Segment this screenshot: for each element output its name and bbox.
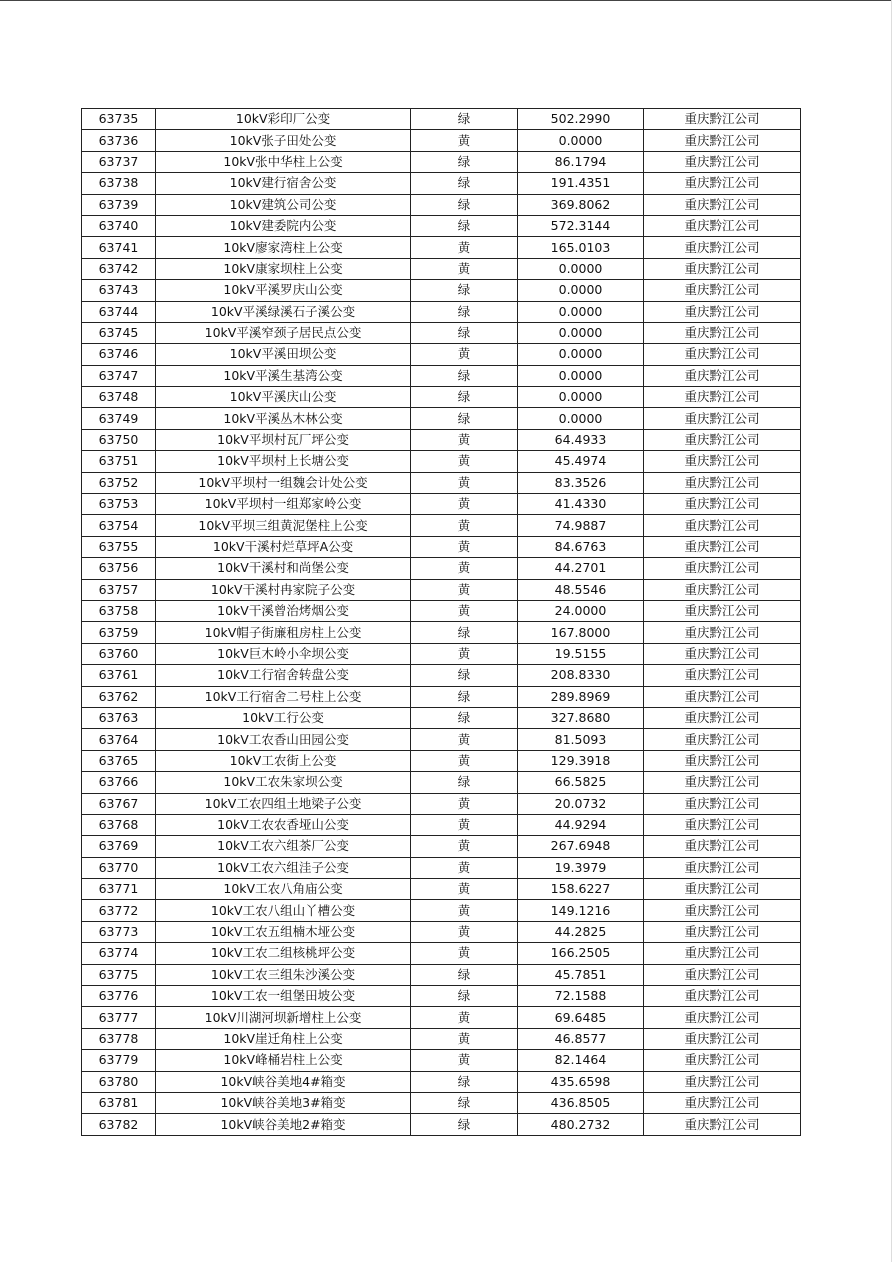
- row-id-cell: 63735: [82, 109, 156, 130]
- transformer-name-cell: 10kV工农朱家坝公变: [156, 772, 411, 793]
- table-row: [82, 900, 801, 921]
- company-cell: 重庆黔江公司: [644, 151, 801, 172]
- value-cell: 149.1216: [518, 900, 644, 921]
- row-id-cell: 63751: [82, 451, 156, 472]
- row-id-cell: 63747: [82, 365, 156, 386]
- transformer-name-cell: 10kV平坝村一组郑家岭公变: [156, 494, 411, 515]
- value-cell: 44.2825: [518, 921, 644, 942]
- status-color-cell: 绿: [411, 772, 518, 793]
- table-row: [82, 237, 801, 258]
- row-id-cell: 63768: [82, 814, 156, 835]
- status-color-cell: 黄: [411, 857, 518, 878]
- company-cell: 重庆黔江公司: [644, 215, 801, 236]
- transformer-name-cell: 10kV工行宿舍二号柱上公变: [156, 686, 411, 707]
- row-id-cell: 63781: [82, 1092, 156, 1113]
- value-cell: 84.6763: [518, 536, 644, 557]
- value-cell: 0.0000: [518, 408, 644, 429]
- transformer-name-cell: 10kV工农五组楠木垭公变: [156, 921, 411, 942]
- table-row: [82, 515, 801, 536]
- status-color-cell: 黄: [411, 429, 518, 450]
- company-cell: 重庆黔江公司: [644, 280, 801, 301]
- status-color-cell: 黄: [411, 258, 518, 279]
- table-row: [82, 451, 801, 472]
- transformer-name-cell: 10kV川湖河坝新增柱上公变: [156, 1007, 411, 1028]
- row-id-cell: 63780: [82, 1071, 156, 1092]
- row-id-cell: 63764: [82, 729, 156, 750]
- value-cell: 64.4933: [518, 429, 644, 450]
- company-cell: 重庆黔江公司: [644, 686, 801, 707]
- row-id-cell: 63775: [82, 964, 156, 985]
- company-cell: 重庆黔江公司: [644, 494, 801, 515]
- status-color-cell: 绿: [411, 986, 518, 1007]
- transformer-name-cell: 10kV巨木岭小伞坝公变: [156, 643, 411, 664]
- value-cell: 69.6485: [518, 1007, 644, 1028]
- company-cell: 重庆黔江公司: [644, 258, 801, 279]
- company-cell: 重庆黔江公司: [644, 707, 801, 728]
- company-cell: 重庆黔江公司: [644, 1050, 801, 1071]
- status-color-cell: 绿: [411, 109, 518, 130]
- company-cell: 重庆黔江公司: [644, 322, 801, 343]
- row-id-cell: 63774: [82, 943, 156, 964]
- company-cell: 重庆黔江公司: [644, 558, 801, 579]
- value-cell: 86.1794: [518, 151, 644, 172]
- transformer-name-cell: 10kV工农四组土地梁子公变: [156, 793, 411, 814]
- table-row: [82, 1007, 801, 1028]
- value-cell: 480.2732: [518, 1114, 644, 1135]
- transformer-name-cell: 10kV峡谷美地3#箱变: [156, 1092, 411, 1113]
- transformer-name-cell: 10kV工农香山田园公变: [156, 729, 411, 750]
- transformer-name-cell: 10kV干溪村和尚堡公变: [156, 558, 411, 579]
- row-id-cell: 63753: [82, 494, 156, 515]
- company-cell: 重庆黔江公司: [644, 921, 801, 942]
- company-cell: 重庆黔江公司: [644, 1114, 801, 1135]
- status-color-cell: 黄: [411, 515, 518, 536]
- transformer-name-cell: 10kV工行宿舍转盘公变: [156, 665, 411, 686]
- transformer-table: [81, 108, 801, 1136]
- status-color-cell: 绿: [411, 365, 518, 386]
- status-color-cell: 黄: [411, 729, 518, 750]
- table-row: [82, 280, 801, 301]
- table-row: [82, 857, 801, 878]
- transformer-name-cell: 10kV建筑公司公变: [156, 194, 411, 215]
- status-color-cell: 黄: [411, 750, 518, 771]
- row-id-cell: 63779: [82, 1050, 156, 1071]
- transformer-name-cell: 10kV平溪罗庆山公变: [156, 280, 411, 301]
- status-color-cell: 绿: [411, 280, 518, 301]
- transformer-name-cell: 10kV工农二组核桃坪公变: [156, 943, 411, 964]
- table-row: [82, 258, 801, 279]
- status-color-cell: 绿: [411, 622, 518, 643]
- transformer-name-cell: 10kV峡谷美地2#箱变: [156, 1114, 411, 1135]
- status-color-cell: 黄: [411, 643, 518, 664]
- value-cell: 83.3526: [518, 472, 644, 493]
- company-cell: 重庆黔江公司: [644, 344, 801, 365]
- transformer-name-cell: 10kV平溪丛木林公变: [156, 408, 411, 429]
- table-row: [82, 130, 801, 151]
- value-cell: 167.8000: [518, 622, 644, 643]
- transformer-name-cell: 10kV平坝村瓦厂坪公变: [156, 429, 411, 450]
- company-cell: 重庆黔江公司: [644, 772, 801, 793]
- status-color-cell: 黄: [411, 921, 518, 942]
- value-cell: 0.0000: [518, 322, 644, 343]
- row-id-cell: 63743: [82, 280, 156, 301]
- status-color-cell: 绿: [411, 1092, 518, 1113]
- table-row: [82, 365, 801, 386]
- company-cell: 重庆黔江公司: [644, 964, 801, 985]
- value-cell: 74.9887: [518, 515, 644, 536]
- status-color-cell: 绿: [411, 151, 518, 172]
- transformer-name-cell: 10kV干溪村冉家院子公变: [156, 579, 411, 600]
- status-color-cell: 黄: [411, 1050, 518, 1071]
- value-cell: 48.5546: [518, 579, 644, 600]
- company-cell: 重庆黔江公司: [644, 301, 801, 322]
- company-cell: 重庆黔江公司: [644, 1092, 801, 1113]
- table-row: [82, 322, 801, 343]
- table-row: [82, 921, 801, 942]
- status-color-cell: 黄: [411, 943, 518, 964]
- transformer-name-cell: 10kV建行宿舍公变: [156, 173, 411, 194]
- company-cell: 重庆黔江公司: [644, 429, 801, 450]
- value-cell: 44.2701: [518, 558, 644, 579]
- row-id-cell: 63771: [82, 879, 156, 900]
- row-id-cell: 63776: [82, 986, 156, 1007]
- company-cell: 重庆黔江公司: [644, 579, 801, 600]
- row-id-cell: 63767: [82, 793, 156, 814]
- company-cell: 重庆黔江公司: [644, 879, 801, 900]
- row-id-cell: 63740: [82, 215, 156, 236]
- table-row: [82, 772, 801, 793]
- transformer-name-cell: 10kV工农八组山丫槽公变: [156, 900, 411, 921]
- row-id-cell: 63762: [82, 686, 156, 707]
- status-color-cell: 黄: [411, 451, 518, 472]
- company-cell: 重庆黔江公司: [644, 750, 801, 771]
- transformer-name-cell: 10kV平溪庆山公变: [156, 387, 411, 408]
- value-cell: 327.8680: [518, 707, 644, 728]
- row-id-cell: 63765: [82, 750, 156, 771]
- status-color-cell: 绿: [411, 964, 518, 985]
- transformer-name-cell: 10kV平溪绿溪石子溪公变: [156, 301, 411, 322]
- transformer-name-cell: 10kV张中华柱上公变: [156, 151, 411, 172]
- company-cell: 重庆黔江公司: [644, 365, 801, 386]
- value-cell: 72.1588: [518, 986, 644, 1007]
- value-cell: 0.0000: [518, 365, 644, 386]
- transformer-name-cell: 10kV崖迁角柱上公变: [156, 1028, 411, 1049]
- row-id-cell: 63742: [82, 258, 156, 279]
- value-cell: 24.0000: [518, 600, 644, 621]
- value-cell: 435.6598: [518, 1071, 644, 1092]
- value-cell: 45.4974: [518, 451, 644, 472]
- row-id-cell: 63746: [82, 344, 156, 365]
- table-row: [82, 665, 801, 686]
- table-row: [82, 943, 801, 964]
- value-cell: 19.3979: [518, 857, 644, 878]
- company-cell: 重庆黔江公司: [644, 237, 801, 258]
- transformer-name-cell: 10kV帽子街廉租房柱上公变: [156, 622, 411, 643]
- status-color-cell: 黄: [411, 344, 518, 365]
- table-row: [82, 836, 801, 857]
- table-row: [82, 643, 801, 664]
- value-cell: 0.0000: [518, 344, 644, 365]
- status-color-cell: 绿: [411, 173, 518, 194]
- row-id-cell: 63754: [82, 515, 156, 536]
- table-row: [82, 109, 801, 130]
- status-color-cell: 绿: [411, 408, 518, 429]
- value-cell: 44.9294: [518, 814, 644, 835]
- status-color-cell: 黄: [411, 793, 518, 814]
- company-cell: 重庆黔江公司: [644, 665, 801, 686]
- table-row: [82, 173, 801, 194]
- row-id-cell: 63736: [82, 130, 156, 151]
- table-row: [82, 215, 801, 236]
- value-cell: 41.4330: [518, 494, 644, 515]
- transformer-name-cell: 10kV工农八角庙公变: [156, 879, 411, 900]
- transformer-name-cell: 10kV工农六组洼子公变: [156, 857, 411, 878]
- company-cell: 重庆黔江公司: [644, 836, 801, 857]
- row-id-cell: 63739: [82, 194, 156, 215]
- row-id-cell: 63763: [82, 707, 156, 728]
- value-cell: 0.0000: [518, 301, 644, 322]
- company-cell: 重庆黔江公司: [644, 986, 801, 1007]
- company-cell: 重庆黔江公司: [644, 130, 801, 151]
- table-row: [82, 750, 801, 771]
- status-color-cell: 黄: [411, 1007, 518, 1028]
- value-cell: 19.5155: [518, 643, 644, 664]
- table-row: [82, 579, 801, 600]
- company-cell: 重庆黔江公司: [644, 408, 801, 429]
- value-cell: 0.0000: [518, 280, 644, 301]
- value-cell: 165.0103: [518, 237, 644, 258]
- table-row: [82, 494, 801, 515]
- row-id-cell: 63760: [82, 643, 156, 664]
- row-id-cell: 63758: [82, 600, 156, 621]
- row-id-cell: 63761: [82, 665, 156, 686]
- row-id-cell: 63778: [82, 1028, 156, 1049]
- company-cell: 重庆黔江公司: [644, 1007, 801, 1028]
- value-cell: 81.5093: [518, 729, 644, 750]
- transformer-name-cell: 10kV干溪村烂草坪A公变: [156, 536, 411, 557]
- transformer-name-cell: 10kV建委院内公变: [156, 215, 411, 236]
- status-color-cell: 绿: [411, 387, 518, 408]
- table-row: [82, 622, 801, 643]
- transformer-name-cell: 10kV峡谷美地4#箱变: [156, 1071, 411, 1092]
- status-color-cell: 黄: [411, 814, 518, 835]
- value-cell: 0.0000: [518, 258, 644, 279]
- transformer-name-cell: 10kV工农三组朱沙溪公变: [156, 964, 411, 985]
- transformer-name-cell: 10kV平溪生基湾公变: [156, 365, 411, 386]
- table-row: [82, 344, 801, 365]
- table-row: [82, 986, 801, 1007]
- table-row: [82, 600, 801, 621]
- row-id-cell: 63777: [82, 1007, 156, 1028]
- status-color-cell: 黄: [411, 494, 518, 515]
- company-cell: 重庆黔江公司: [644, 857, 801, 878]
- table-row: [82, 472, 801, 493]
- transformer-name-cell: 10kV平坝三组黄泥堡柱上公变: [156, 515, 411, 536]
- transformer-name-cell: 10kV工农六组茶厂公变: [156, 836, 411, 857]
- row-id-cell: 63752: [82, 472, 156, 493]
- value-cell: 166.2505: [518, 943, 644, 964]
- table-row: [82, 536, 801, 557]
- status-color-cell: 黄: [411, 1028, 518, 1049]
- status-color-cell: 绿: [411, 707, 518, 728]
- company-cell: 重庆黔江公司: [644, 814, 801, 835]
- row-id-cell: 63782: [82, 1114, 156, 1135]
- status-color-cell: 黄: [411, 237, 518, 258]
- status-color-cell: 黄: [411, 600, 518, 621]
- company-cell: 重庆黔江公司: [644, 451, 801, 472]
- row-id-cell: 63756: [82, 558, 156, 579]
- value-cell: 267.6948: [518, 836, 644, 857]
- row-id-cell: 63772: [82, 900, 156, 921]
- table-row: [82, 1114, 801, 1135]
- status-color-cell: 绿: [411, 1114, 518, 1135]
- company-cell: 重庆黔江公司: [644, 600, 801, 621]
- status-color-cell: 绿: [411, 194, 518, 215]
- value-cell: 0.0000: [518, 387, 644, 408]
- status-color-cell: 绿: [411, 665, 518, 686]
- status-color-cell: 黄: [411, 879, 518, 900]
- company-cell: 重庆黔江公司: [644, 515, 801, 536]
- status-color-cell: 绿: [411, 1071, 518, 1092]
- table-row: [82, 1071, 801, 1092]
- table-row: [82, 151, 801, 172]
- company-cell: 重庆黔江公司: [644, 643, 801, 664]
- status-color-cell: 黄: [411, 536, 518, 557]
- transformer-name-cell: 10kV工农一组堡田坡公变: [156, 986, 411, 1007]
- table-row: [82, 408, 801, 429]
- table-row: [82, 686, 801, 707]
- table-row: [82, 814, 801, 835]
- status-color-cell: 黄: [411, 130, 518, 151]
- value-cell: 46.8577: [518, 1028, 644, 1049]
- status-color-cell: 黄: [411, 900, 518, 921]
- status-color-cell: 绿: [411, 322, 518, 343]
- table-row: [82, 194, 801, 215]
- company-cell: 重庆黔江公司: [644, 472, 801, 493]
- transformer-name-cell: 10kV康家坝柱上公变: [156, 258, 411, 279]
- page-top-border: [0, 0, 892, 1]
- company-cell: 重庆黔江公司: [644, 1028, 801, 1049]
- value-cell: 129.3918: [518, 750, 644, 771]
- value-cell: 572.3144: [518, 215, 644, 236]
- value-cell: 66.5825: [518, 772, 644, 793]
- table-row: [82, 301, 801, 322]
- transformer-name-cell: 10kV干溪曾治烤烟公变: [156, 600, 411, 621]
- value-cell: 45.7851: [518, 964, 644, 985]
- transformer-name-cell: 10kV平坝村一组魏会计处公变: [156, 472, 411, 493]
- status-color-cell: 黄: [411, 579, 518, 600]
- table-row: [82, 729, 801, 750]
- value-cell: 82.1464: [518, 1050, 644, 1071]
- row-id-cell: 63741: [82, 237, 156, 258]
- row-id-cell: 63770: [82, 857, 156, 878]
- row-id-cell: 63744: [82, 301, 156, 322]
- table-row: [82, 558, 801, 579]
- value-cell: 369.8062: [518, 194, 644, 215]
- value-cell: 289.8969: [518, 686, 644, 707]
- company-cell: 重庆黔江公司: [644, 793, 801, 814]
- company-cell: 重庆黔江公司: [644, 109, 801, 130]
- table-row: [82, 793, 801, 814]
- table-row: [82, 1028, 801, 1049]
- transformer-name-cell: 10kV工农街上公变: [156, 750, 411, 771]
- company-cell: 重庆黔江公司: [644, 729, 801, 750]
- value-cell: 208.8330: [518, 665, 644, 686]
- value-cell: 436.8505: [518, 1092, 644, 1113]
- table-row: [82, 964, 801, 985]
- row-id-cell: 63769: [82, 836, 156, 857]
- transformer-name-cell: 10kV工农农香垭山公变: [156, 814, 411, 835]
- value-cell: 191.4351: [518, 173, 644, 194]
- company-cell: 重庆黔江公司: [644, 387, 801, 408]
- row-id-cell: 63773: [82, 921, 156, 942]
- table-row: [82, 707, 801, 728]
- table-row: [82, 1050, 801, 1071]
- company-cell: 重庆黔江公司: [644, 536, 801, 557]
- table-row: [82, 879, 801, 900]
- company-cell: 重庆黔江公司: [644, 943, 801, 964]
- row-id-cell: 63766: [82, 772, 156, 793]
- table-row: [82, 1092, 801, 1113]
- row-id-cell: 63757: [82, 579, 156, 600]
- transformer-name-cell: 10kV平溪窄颈子居民点公变: [156, 322, 411, 343]
- status-color-cell: 绿: [411, 301, 518, 322]
- row-id-cell: 63745: [82, 322, 156, 343]
- table-row: [82, 429, 801, 450]
- transformer-name-cell: 10kV彩印厂公变: [156, 109, 411, 130]
- row-id-cell: 63748: [82, 387, 156, 408]
- row-id-cell: 63759: [82, 622, 156, 643]
- company-cell: 重庆黔江公司: [644, 173, 801, 194]
- transformer-name-cell: 10kV平坝村上长塘公变: [156, 451, 411, 472]
- company-cell: 重庆黔江公司: [644, 900, 801, 921]
- value-cell: 0.0000: [518, 130, 644, 151]
- status-color-cell: 黄: [411, 836, 518, 857]
- transformer-name-cell: 10kV廖家湾柱上公变: [156, 237, 411, 258]
- value-cell: 158.6227: [518, 879, 644, 900]
- value-cell: 20.0732: [518, 793, 644, 814]
- company-cell: 重庆黔江公司: [644, 1071, 801, 1092]
- transformer-name-cell: 10kV平溪田坝公变: [156, 344, 411, 365]
- company-cell: 重庆黔江公司: [644, 194, 801, 215]
- company-cell: 重庆黔江公司: [644, 622, 801, 643]
- transformer-name-cell: 10kV张子田处公变: [156, 130, 411, 151]
- row-id-cell: 63737: [82, 151, 156, 172]
- row-id-cell: 63755: [82, 536, 156, 557]
- status-color-cell: 绿: [411, 215, 518, 236]
- row-id-cell: 63750: [82, 429, 156, 450]
- status-color-cell: 黄: [411, 558, 518, 579]
- table-row: [82, 387, 801, 408]
- value-cell: 502.2990: [518, 109, 644, 130]
- transformer-name-cell: 10kV峰桶岩柱上公变: [156, 1050, 411, 1071]
- transformer-name-cell: 10kV工行公变: [156, 707, 411, 728]
- status-color-cell: 绿: [411, 686, 518, 707]
- row-id-cell: 63738: [82, 173, 156, 194]
- status-color-cell: 黄: [411, 472, 518, 493]
- row-id-cell: 63749: [82, 408, 156, 429]
